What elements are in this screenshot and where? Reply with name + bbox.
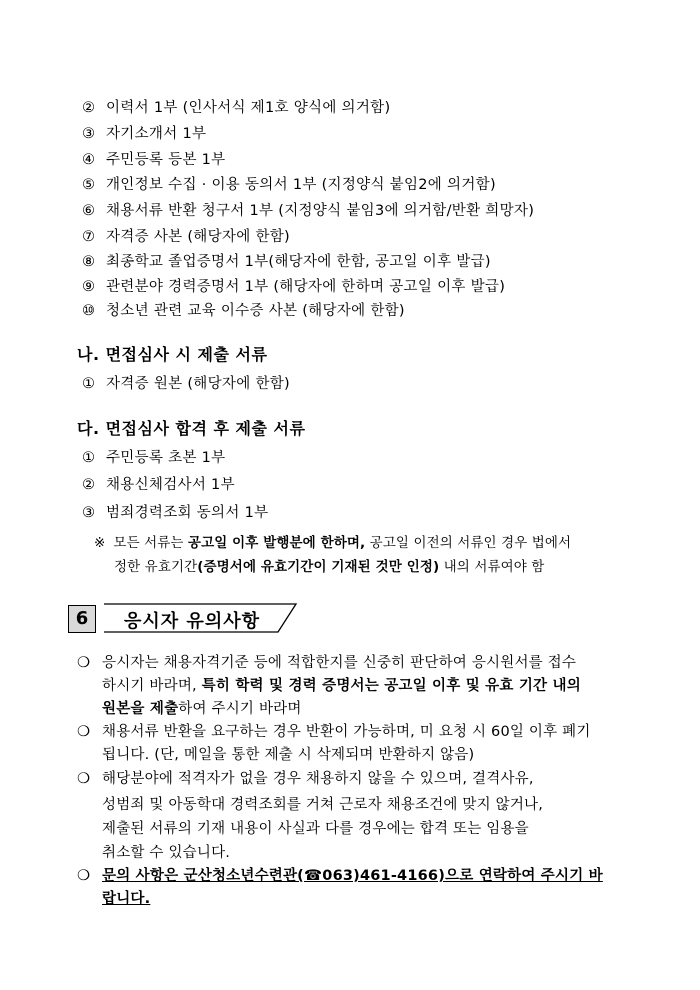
- list-item: ① 자격증 원본 (해당자에 한함): [82, 376, 291, 392]
- list-item: ⑨ 관련분야 경력증명서 1부 (해당자에 한하며 공고일 이후 발급): [82, 279, 506, 295]
- list-item: ⑩ 청소년 관련 교육 이수증 사본 (해당자에 한함): [82, 303, 405, 319]
- section-heading-interview: 나. 면접심사 시 제출 서류: [77, 345, 268, 364]
- notice-bullet-cont: 하시기 바라며, 특히 학력 및 경력 증명서는 공고일 이후 및 유효 기간 내의: [102, 678, 581, 694]
- notice-bullet-cont: 취소할 수 있습니다.: [102, 845, 231, 861]
- notice-bullet: ❍ 응시자는 채용자격기준 등에 적합한지를 신중히 판단하여 응시원서를 접수: [77, 655, 577, 671]
- notice-bullet-cont: 원본을 제출하여 주시기 바라며: [102, 701, 302, 717]
- section-title: 응시자 유의사항: [124, 611, 260, 632]
- notice-bullet-contact: ❍ 문의 사항은 군산청소년수련관(☎063)461-4166)으로 연락하여 주시기 바: [77, 868, 603, 884]
- notice-bullet-cont: 성범죄 및 아동학대 경력조회를 거쳐 근로자 채용조건에 맞지 않거나,: [102, 797, 544, 813]
- section-number-badge: 6: [68, 605, 96, 633]
- notice-bullet: ❍ 해당분야에 적격자가 없을 경우 채용하지 않을 수 있으며, 결격사유,: [77, 771, 534, 787]
- list-item: ⑧ 최종학교 졸업증명서 1부(해당자에 한함, 공고일 이후 발급): [82, 254, 491, 270]
- list-item: ⑥ 채용서류 반환 청구서 1부 (지정양식 붙임3에 의거함/반환 희망자): [82, 203, 535, 219]
- notice-bullet: ❍ 채용서류 반환을 요구하는 경우 반환이 가능하며, 미 요청 시 60일 이후 폐기: [77, 724, 591, 740]
- list-item: ③ 범죄경력조회 동의서 1부: [82, 505, 269, 521]
- notice-bullet-cont: 제출된 서류의 기재 내용이 사실과 다를 경우에는 합격 또는 임용을: [102, 821, 529, 837]
- section-title-box: [100, 601, 300, 635]
- list-item: ⑦ 자격증 사본 (해당자에 한함): [82, 229, 291, 245]
- section-heading-after-pass: 다. 면접심사 합격 후 제출 서류: [77, 419, 306, 438]
- note-line-2: 정한 유효기간(증명서에 유효기간이 기재된 것만 인정) 내의 서류여야 함: [114, 559, 545, 575]
- list-item: ② 채용신체검사서 1부: [82, 477, 235, 493]
- list-item: ① 주민등록 초본 1부: [82, 450, 226, 466]
- notice-bullet-cont: 됩니다. (단, 메일을 통한 제출 시 삭제되며 반환하지 않음): [102, 747, 475, 763]
- notice-bullet-cont: 랍니다.: [102, 891, 151, 907]
- list-item: ③ 자기소개서 1부: [82, 126, 207, 142]
- list-item: ④ 주민등록 등본 1부: [82, 152, 226, 168]
- note-line-1: ※ 모든 서류는 공고일 이후 발행분에 한하며, 공고일 이전의 서류인 경우 법에서: [94, 535, 572, 551]
- list-item: ⑤ 개인정보 수집 · 이용 동의서 1부 (지정양식 붙임2에 의거함): [82, 177, 496, 193]
- list-item: ② 이력서 1부 (인사서식 제1호 양식에 의거함): [82, 100, 391, 116]
